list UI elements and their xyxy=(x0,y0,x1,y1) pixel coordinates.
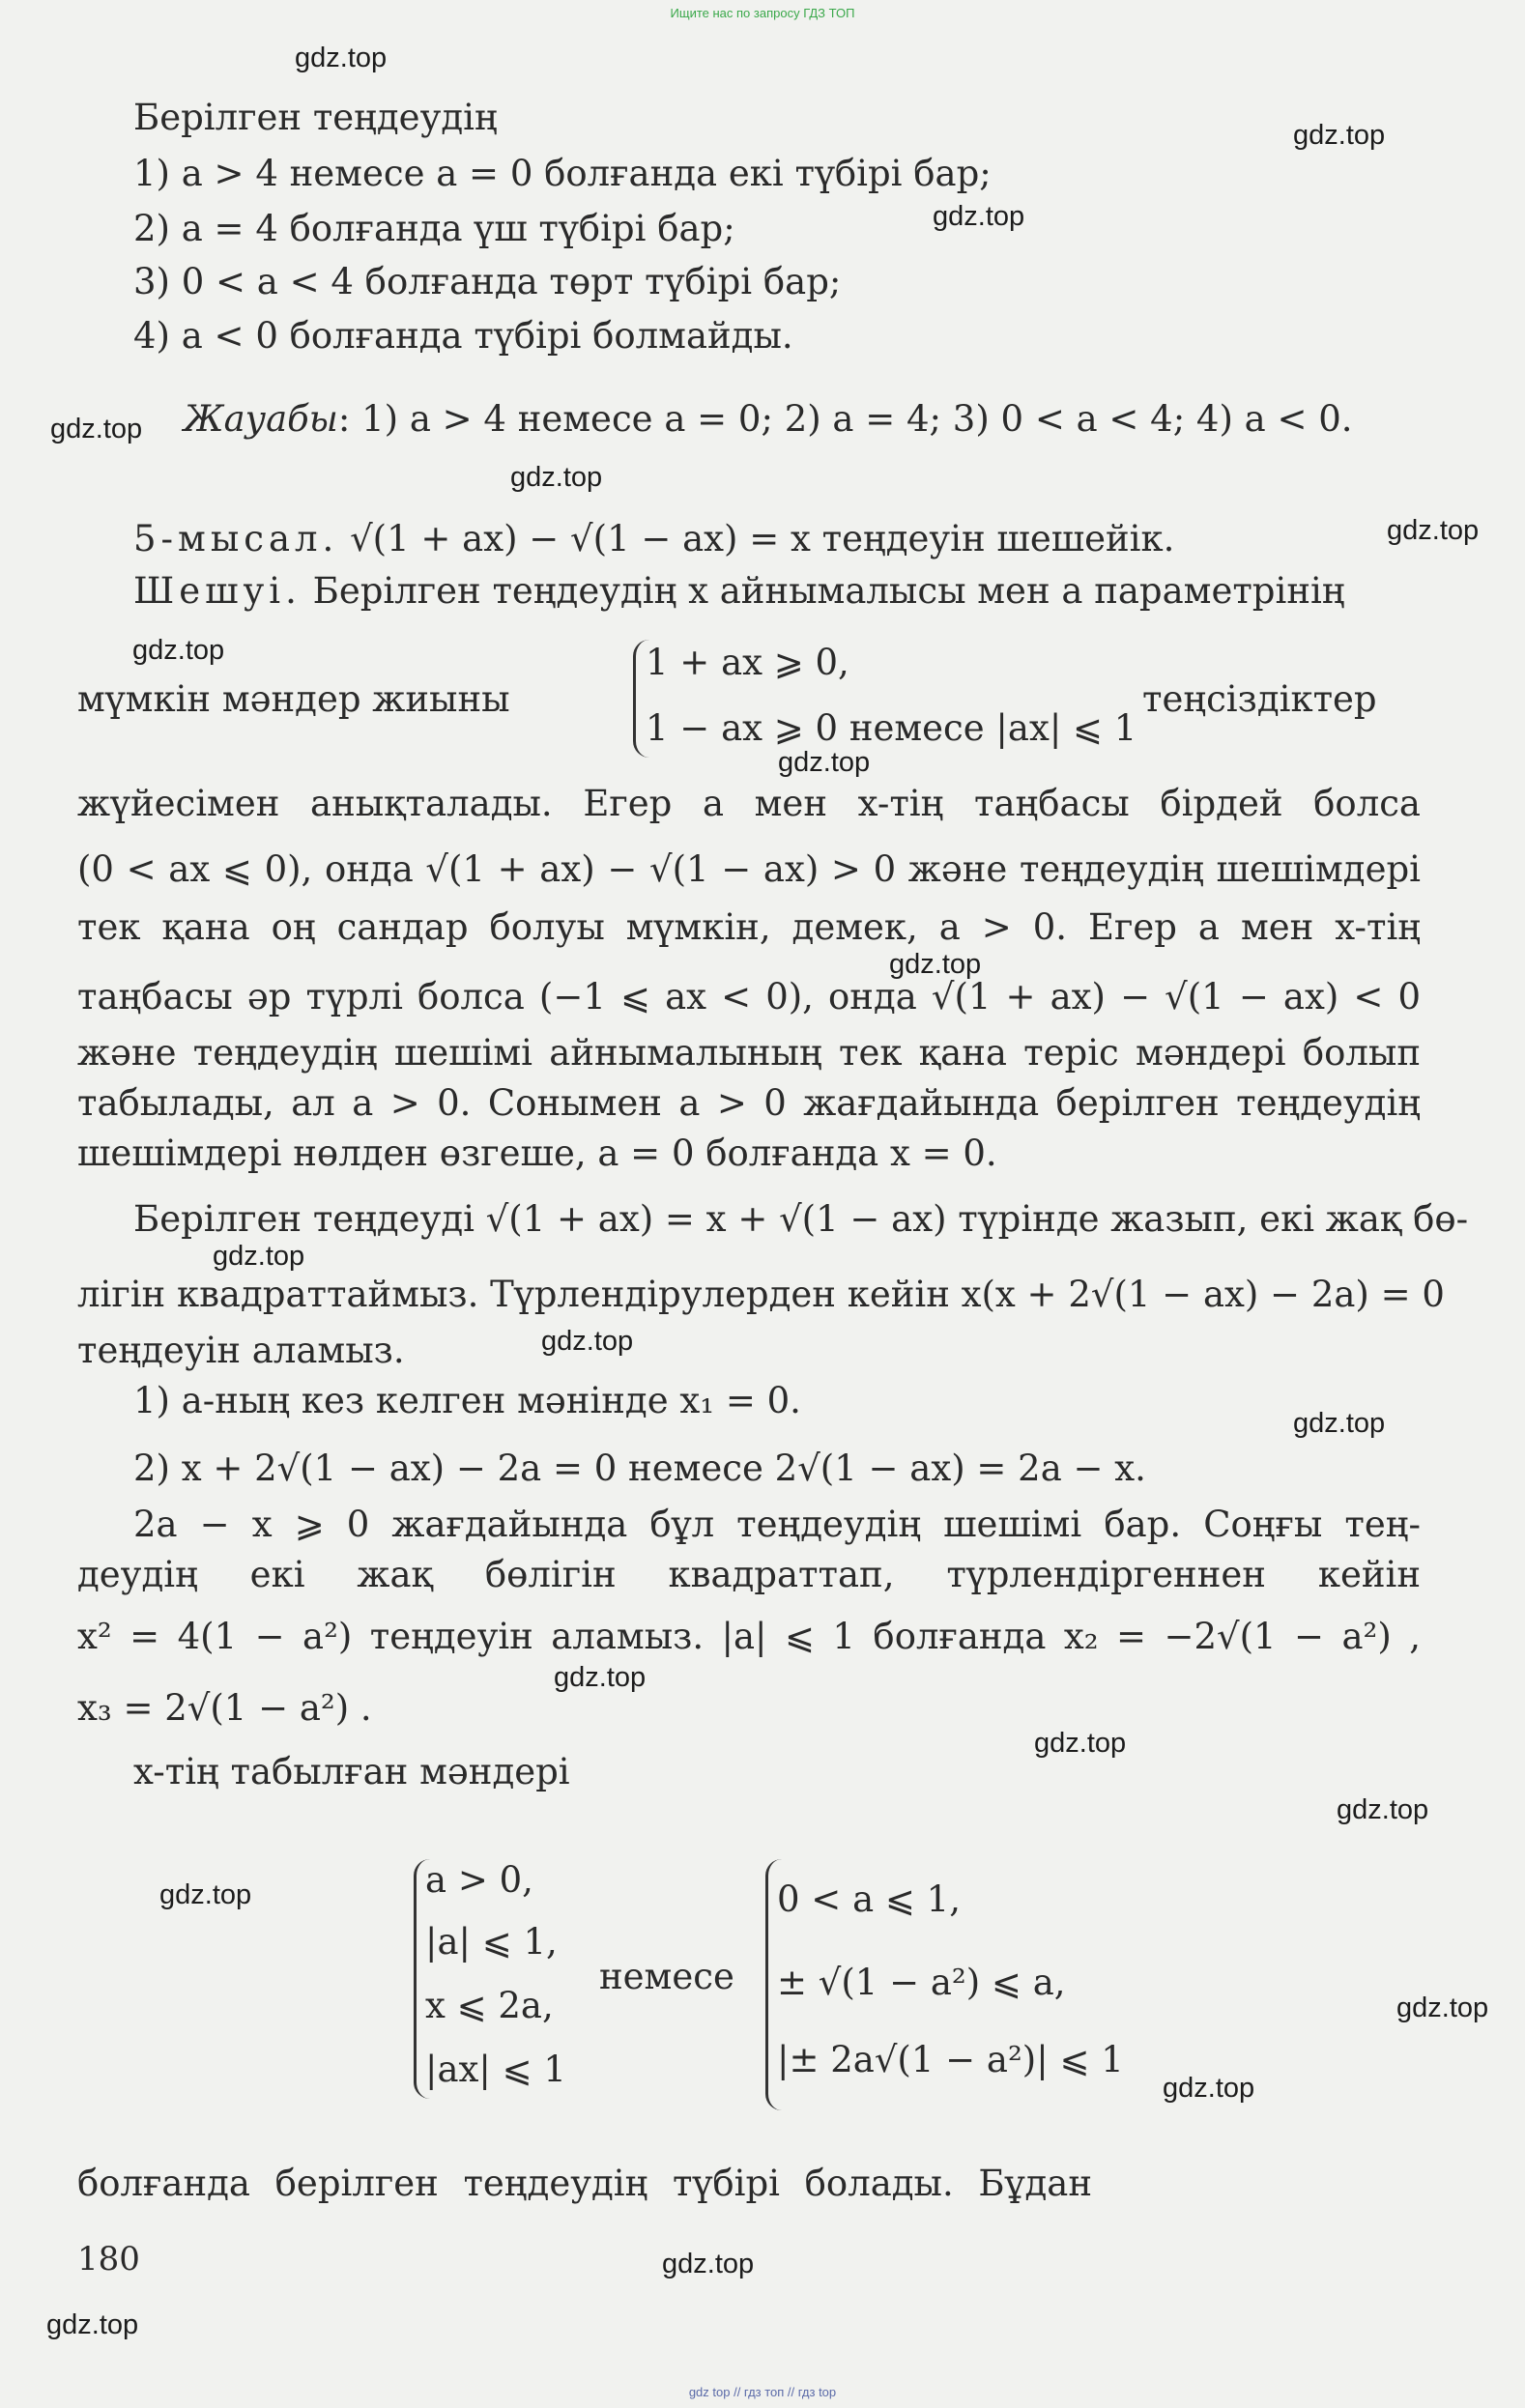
text-line: 4) a < 0 болғанда түбірі болмайды. xyxy=(133,315,793,357)
system-condition: x ⩽ 2a, xyxy=(425,1985,554,2026)
answer-line xyxy=(184,398,1353,441)
watermark: gdz.top xyxy=(213,1241,305,1272)
text-line: 3) 0 < a < 4 болғанда төрт түбірі бар; xyxy=(133,261,842,302)
text-line: және теңдеудің шешімі айнымалының тек қана теріс мәндері болып xyxy=(77,1032,1421,1074)
system-condition: a > 0, xyxy=(425,1859,533,1901)
watermark: gdz.top xyxy=(159,1879,252,1910)
page-number: 180 xyxy=(77,2240,140,2279)
text-line: жүйесімен анықталады. Егер a мен x-тің таңбасы бірдей болса xyxy=(77,783,1421,824)
text-line: таңбасы әр түрлі болса (−1 ⩽ ax < 0), онда √(1 + ax) − √(1 − ax) < 0 xyxy=(77,976,1421,1018)
text-line: теңдеуін аламыз. xyxy=(77,1330,405,1371)
watermark: gdz.top xyxy=(50,414,143,444)
text-line: (0 < ax ⩽ 0), онда √(1 + ax) − √(1 − ax) > 0 және теңдеудің шешімдері xyxy=(77,848,1421,890)
text-line: 2) a = 4 болғанда үш түбірі бар; xyxy=(133,208,735,249)
text-line: шешімдері нөлден өзгеше, a = 0 болғанда x = 0. xyxy=(77,1132,997,1174)
watermark: gdz.top xyxy=(46,2309,139,2340)
text-line: лігін квадраттаймыз. Түрлендірулерден кейін x(x + 2√(1 − ax) − 2a) = 0 xyxy=(77,1274,1445,1315)
watermark: gdz.top xyxy=(1163,2073,1255,2104)
text-line: 1) a-ның кез келген мәнінде x₁ = 0. xyxy=(133,1380,801,1421)
text-line: табылады, ал a > 0. Сонымен a > 0 жағдайында берілген теңдеудің xyxy=(77,1082,1421,1124)
system-condition: 1 + ax ⩾ 0, xyxy=(646,642,849,683)
watermark: gdz.top xyxy=(933,201,1025,232)
watermark: gdz.top xyxy=(554,1662,647,1693)
text-line: теңсіздіктер xyxy=(1142,678,1377,720)
watermark: gdz.top xyxy=(541,1326,634,1357)
watermark: gdz.top xyxy=(510,462,603,493)
watermark: gdz.top xyxy=(889,949,982,980)
example-text: √(1 + ax) − √(1 − ax) = x теңдеуін шешейік. xyxy=(338,518,1175,559)
watermark: gdz.top xyxy=(662,2249,755,2279)
text-line: 2a − x ⩾ 0 жағдайында бұл теңдеудің шешімі бар. Соңғы тең- xyxy=(133,1504,1421,1545)
system-condition: |ax| ⩽ 1 xyxy=(425,2049,566,2090)
solution-text: Берілген теңдеудің x айнымалысы мен a параметрінің xyxy=(301,570,1345,612)
text-line: x² = 4(1 − a²) теңдеуін аламыз. |a| ⩽ 1 болғанда x₂ = −2√(1 − a²) , xyxy=(77,1616,1421,1657)
watermark: gdz.top xyxy=(1387,515,1480,546)
text-line: x₃ = 2√(1 − a²) . xyxy=(77,1687,372,1729)
answer-label: Жауабы xyxy=(184,398,338,440)
watermark: gdz.top xyxy=(295,43,388,73)
system-condition: |a| ⩽ 1, xyxy=(425,1921,558,1963)
example-line xyxy=(133,518,1174,560)
text-line: Берілген теңдеудің xyxy=(133,97,498,138)
bottom-banner[interactable]: gdz top // гдз топ // гдз top xyxy=(688,2385,837,2399)
text-line: мүмкін мәндер жиыны xyxy=(77,678,510,720)
text-line: 1) a > 4 немесе a = 0 болғанда екі түбірі бар; xyxy=(133,153,992,194)
watermark: gdz.top xyxy=(132,635,225,666)
watermark: gdz.top xyxy=(1034,1728,1127,1759)
system-condition: ± √(1 − a²) ⩽ a, xyxy=(777,1962,1066,2003)
solution-line xyxy=(133,570,1345,613)
system-condition: |± 2a√(1 − a²)| ⩽ 1 xyxy=(777,2039,1124,2080)
top-banner[interactable]: Ищите нас по запросу ГДЗ ТОП xyxy=(670,6,855,20)
text-line: x-тің табылған мәндері xyxy=(133,1751,570,1792)
text-line: болғанда берілген теңдеудің түбірі болады. Бұдан xyxy=(77,2163,1092,2204)
watermark: gdz.top xyxy=(1293,1408,1386,1439)
watermark: gdz.top xyxy=(1337,1794,1429,1825)
text-line: тек қана оң сандар болуы мүмкін, демек, a > 0. Егер a мен x-тің xyxy=(77,906,1421,948)
answer-text: : 1) a > 4 немесе a = 0; 2) a = 4; 3) 0 < a < 4; 4) a < 0. xyxy=(337,398,1353,440)
or-word: немесе xyxy=(599,1956,734,1997)
watermark: gdz.top xyxy=(778,747,871,778)
text-line: 2) x + 2√(1 − ax) − 2a = 0 немесе 2√(1 − ax) = 2a − x. xyxy=(133,1448,1146,1489)
system-condition: 0 < a ⩽ 1, xyxy=(777,1878,961,1920)
watermark: gdz.top xyxy=(1396,1992,1489,2023)
watermark: gdz.top xyxy=(1293,120,1386,151)
solution-label: Шешуі. xyxy=(133,570,302,612)
example-label: 5-мысал. xyxy=(133,518,339,559)
system-condition: 1 − ax ⩾ 0 немесе |ax| ⩽ 1 xyxy=(646,707,1137,749)
text-line: деудің екі жақ бөлігін квадраттап, түрлендіргеннен кейін xyxy=(77,1554,1421,1595)
text-line: Берілген теңдеуді √(1 + ax) = x + √(1 − ax) түрінде жазып, екі жақ бө- xyxy=(133,1198,1469,1240)
